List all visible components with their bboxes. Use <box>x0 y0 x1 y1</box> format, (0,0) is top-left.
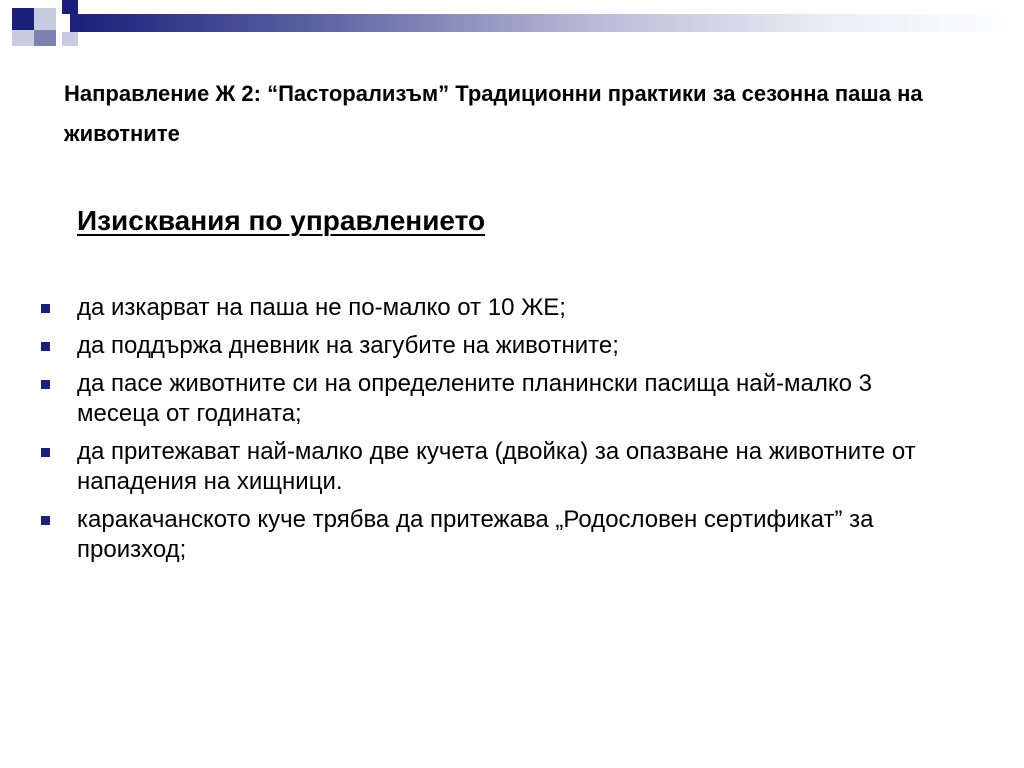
square-bullet-icon <box>41 304 50 313</box>
list-item <box>36 437 936 497</box>
square-bullet-icon <box>41 516 50 525</box>
list-item-text: да пасе животните си на определените планински пасища най-малко 3 месеца от годината; <box>77 370 873 427</box>
list-item <box>36 331 936 361</box>
decor-square-light <box>34 8 56 30</box>
list-item-text: каракачанското куче трябва да притежава „Родословен сертификат” за произход; <box>77 506 874 563</box>
square-bullet-icon <box>41 448 50 457</box>
list-item-text: да поддържа дневник на загубите на животните; <box>77 332 619 359</box>
list-item <box>36 505 936 565</box>
decor-square-mid <box>34 30 56 46</box>
header-decoration <box>0 0 1024 60</box>
list-item <box>36 369 936 429</box>
decor-square-light-3 <box>62 32 78 46</box>
square-bullet-icon <box>41 342 50 351</box>
section-heading: Изисквания по управлението <box>77 205 486 236</box>
slide-title: Направление Ж 2: “Пасторализъм” Традиционни практики за сезонна паша на животните <box>64 81 923 146</box>
header-gradient-bar <box>70 14 1024 32</box>
list-item-text: да притежават най-малко две кучета (двойка) за опазване на животните от нападения на хищници. <box>77 438 916 495</box>
decor-square-navy-small <box>62 0 78 14</box>
decor-square-light-2 <box>12 30 34 46</box>
list-item-text: да изкарват на паша не по-малко от 10 ЖЕ; <box>77 294 566 321</box>
decor-square-navy <box>12 8 34 30</box>
list-item <box>36 293 936 323</box>
square-bullet-icon <box>41 380 50 389</box>
requirements-list <box>36 293 936 573</box>
